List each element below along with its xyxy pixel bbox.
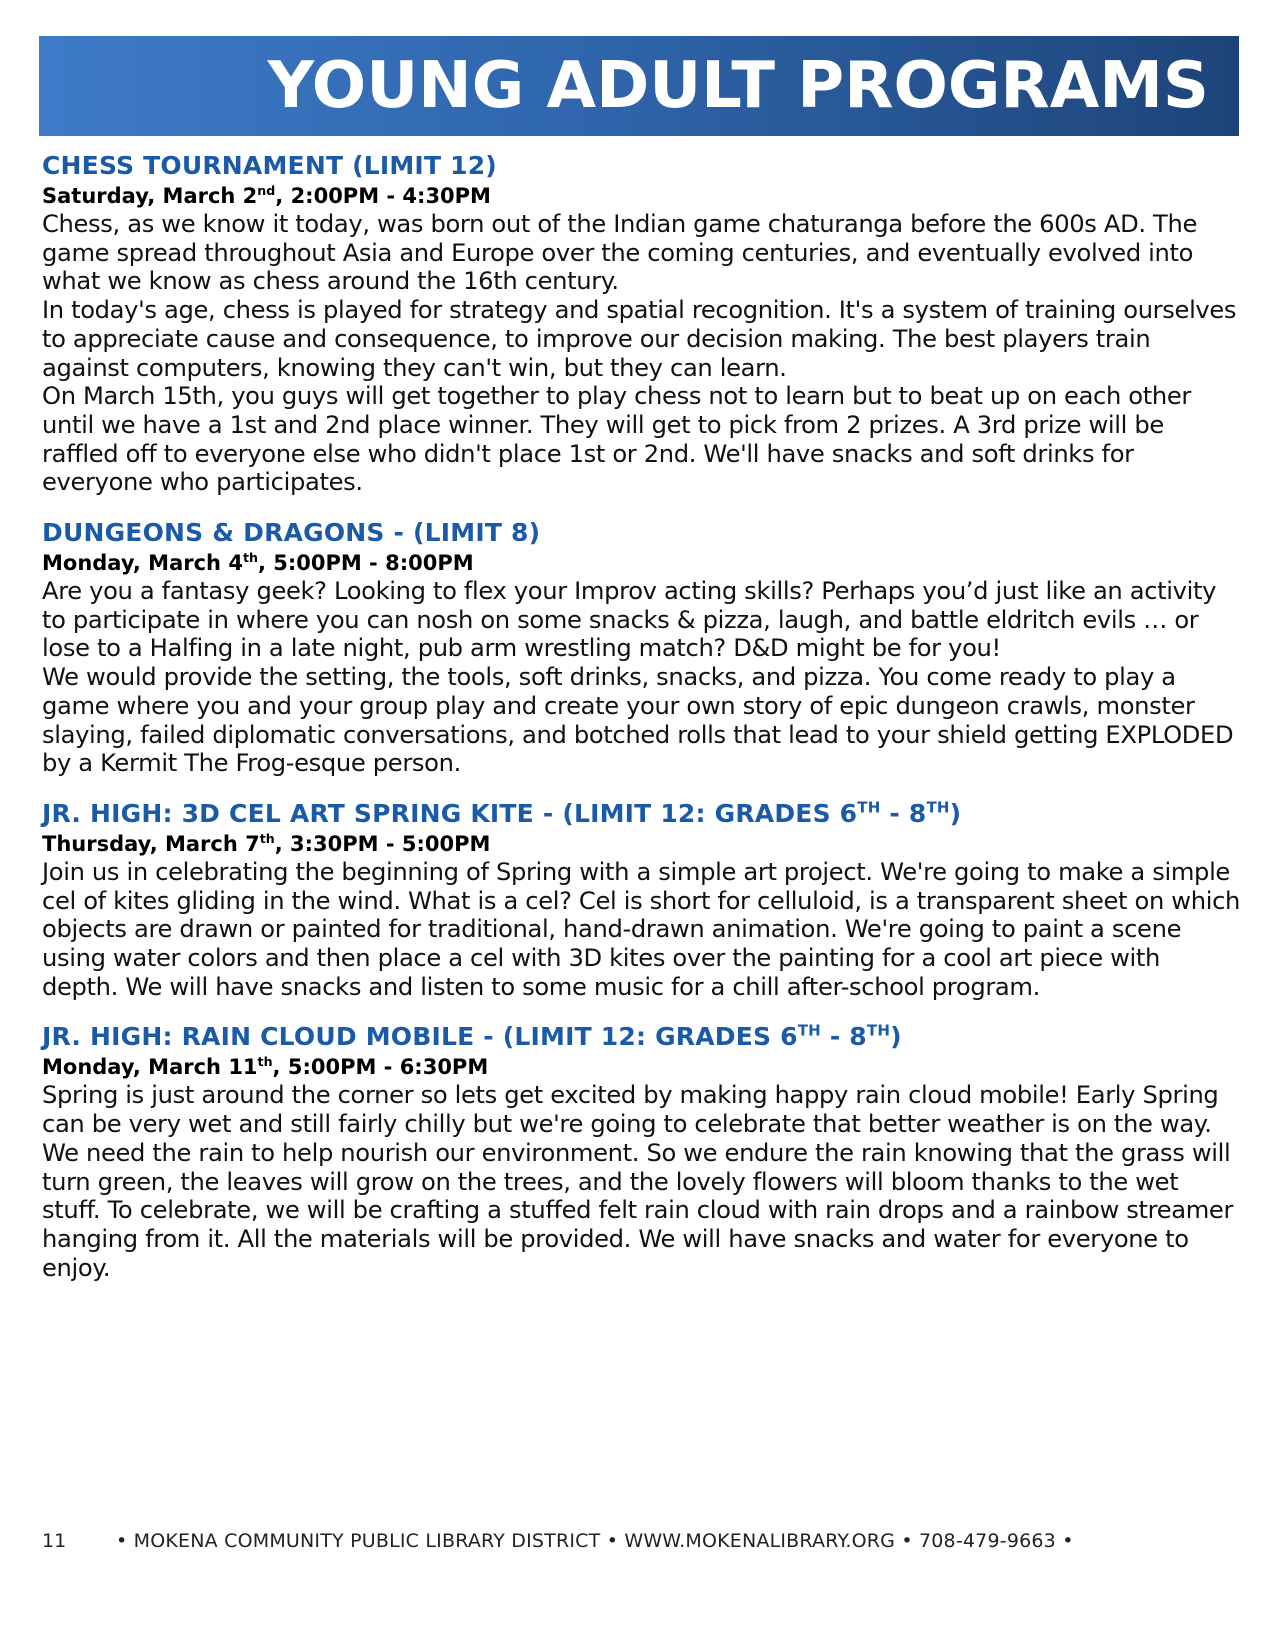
program-time: , 5:00PM - 8:00PM (257, 551, 474, 576)
program-time: , 5:00PM - 6:30PM (272, 1055, 489, 1080)
program-description-paragraph: Spring is just around the corner so lets get excited by making happy rain cloud mobile! Early Spring can be very wet and still fairly chilly but we're going to celebrate that better weather is on the way. We need the rain to help nourish our environment. So we endure the rain knowing that the grass will turn green, the leaves will grow on the trees, and the lovely flowers will bloom thanks to the wet stuff. To celebrate, we will be crafting a stuffed felt rain cloud with rain drops and a rainbow streamer hanging from it. All the materials will be provided. We will have snacks and water for everyone to enjoy. (42, 1081, 1234, 1282)
ordinal-suffix: th (259, 830, 275, 846)
program-title (42, 1021, 1242, 1053)
program-description-paragraph: Are you a fantasy geek? Looking to flex your Improv acting skills? Perhaps you’d just like an activity to participate in where you can nosh on some snacks & pizza, laugh, and battle eldritch evils … or lose to a Halfing in a late night, pub arm wrestling match? D&D might be for you! (42, 577, 1217, 663)
program-title-text: JR. HIGH: RAIN CLOUD MOBILE - (LIMIT 12: GRADES 6 (42, 1022, 798, 1052)
program-title-text: ) (890, 1022, 902, 1052)
footer-contact-line: • MOKENA COMMUNITY PUBLIC LIBRARY DISTRICT • WWW.MOKENALIBRARY.ORG • 708-479-9663 • (116, 1530, 1074, 1552)
program-description-paragraph: We would provide the setting, the tools, soft drinks, snacks, and pizza. You come ready to play a game where you and your group play and create your own story of epic dungeon crawls, monster slaying, failed diplomatic conversations, and botched rolls that lead to your shield getting EXPLODED by a Kermit The Frog-esque person. (42, 663, 1234, 778)
program-title (42, 798, 1242, 830)
program-cel-art-kite (42, 798, 1242, 1002)
program-description-paragraph: Join us in celebrating the beginning of Spring with a simple art project. We're going to make a simple cel of kites gliding in the wind. What is a cel? Cel is short for celluloid, is a transparent sheet on which objects are drawn or painted for traditional, hand-drawn animation. We're going to paint a scene using water colors and then place a cel with 3D kites over the painting for a cool art piece with depth. We will have snacks and listen to some music for a chill after-school program. (42, 857, 1240, 1001)
program-time: , 2:00PM - 4:30PM (275, 184, 491, 208)
program-title: DUNGEONS & DRAGONS - (LIMIT 8) (42, 518, 541, 548)
program-day: Saturday, March 2 (42, 184, 258, 208)
program-chess-tournament (42, 150, 1242, 497)
program-description-paragraph: Chess, as we know it today, was born out of the Indian game chaturanga before the 600s AD. The game spread throughout Asia and Europe over the coming centuries, and eventually evolved into what we know as chess around the 16th century. (42, 210, 1197, 296)
program-day: Thursday, March 7 (42, 831, 260, 856)
program-rain-cloud-mobile (42, 1021, 1242, 1282)
program-date-time (42, 830, 1242, 858)
program-title-text: JR. HIGH: 3D CEL ART SPRING KITE - (LIMIT 12: GRADES 6 (42, 798, 858, 828)
programs-list (42, 150, 1242, 1302)
ordinal-suffix: TH (797, 1022, 821, 1041)
page-title: YOUNG ADULT PROGRAMS (267, 49, 1209, 123)
ordinal-suffix: th (242, 550, 258, 566)
ordinal-suffix: TH (866, 1022, 891, 1041)
program-day: Monday, March 4 (42, 551, 243, 576)
ordinal-suffix: TH (926, 798, 950, 817)
page-number: 11 (42, 1530, 67, 1552)
program-dungeons-dragons (42, 517, 1242, 778)
program-title-text: - 8 (880, 798, 927, 828)
page-footer (42, 1530, 1242, 1560)
program-title: CHESS TOURNAMENT (LIMIT 12) (42, 151, 497, 180)
program-date-time (42, 1053, 1242, 1081)
header-banner (39, 36, 1239, 136)
program-description-paragraph: In today's age, chess is played for strategy and spatial recognition. It's a system of training ourselves to appreciate cause and consequence, to improve our decision making. The best players train against computers, knowing they can't win, but they can learn. (42, 296, 1237, 382)
program-date-time (42, 182, 1242, 210)
program-date-time (42, 549, 1242, 577)
ordinal-suffix: th (257, 1054, 273, 1070)
ordinal-suffix: nd (257, 183, 276, 198)
program-title-text: - 8 (820, 1022, 867, 1052)
program-time: , 3:30PM - 5:00PM (274, 831, 491, 856)
program-day: Monday, March 11 (42, 1055, 258, 1080)
program-title-text: ) (949, 798, 962, 828)
program-description-paragraph: On March 15th, you guys will get together to play chess not to learn but to beat up on each other until we have a 1st and 2nd place winner. They will get to pick from 2 prizes. A 3rd prize will be raffled off to everyone else who didn't place 1st or 2nd. We'll have snacks and soft drinks for everyone who participates. (42, 382, 1191, 497)
ordinal-suffix: TH (857, 798, 881, 817)
